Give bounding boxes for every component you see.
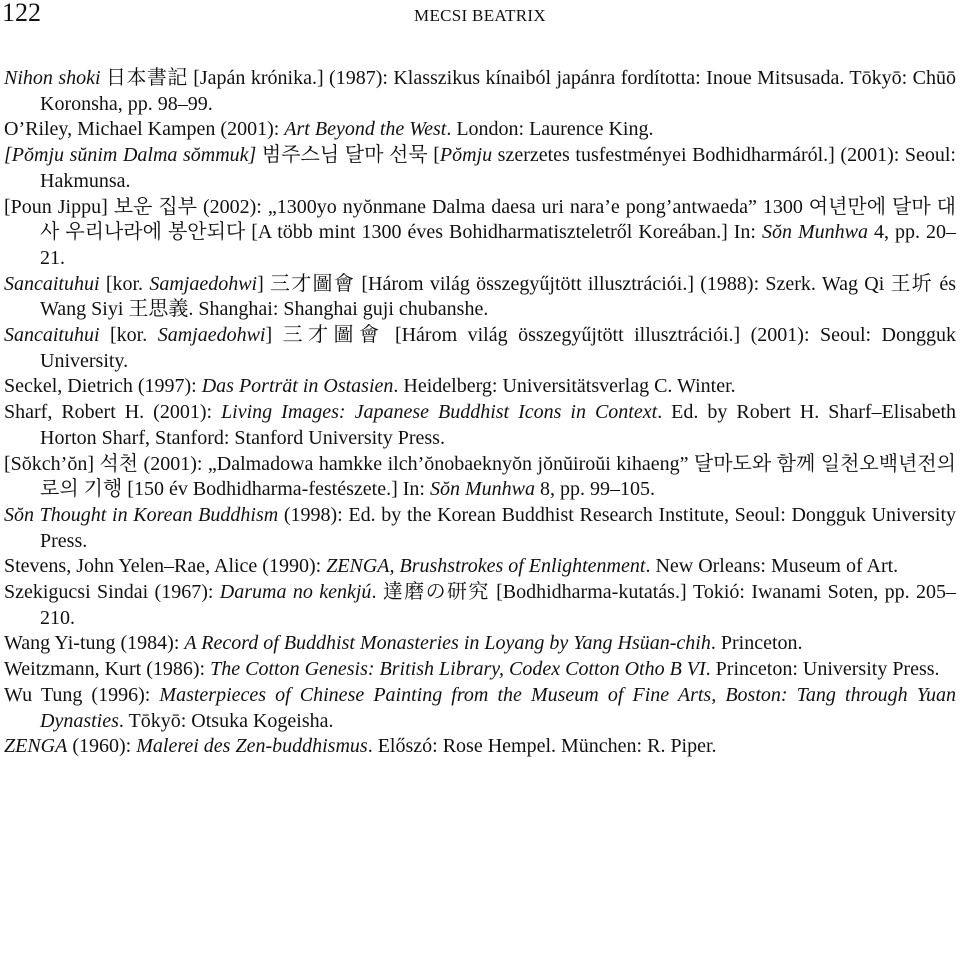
reference-italic-text: ZENGA: [4, 735, 68, 758]
reference-italic-text: Nihon shoki: [4, 67, 101, 89]
reference-italic-text: Sŏn Munhwa: [429, 478, 535, 501]
reference-entry: [4, 683, 956, 734]
reference-entry: [4, 503, 956, 554]
reference-entry: [4, 580, 956, 631]
reference-text: . Előszó: Rose Hempel. München: R. Piper.: [367, 735, 717, 758]
reference-italic-text: Masterpieces of Chinese Painting from the Museum of Fine Arts, Boston: Tang through Yuan Dynasties: [40, 683, 956, 732]
reference-text: 4, pp. 20–21.: [40, 221, 957, 269]
reference-text: O’Riley, Michael Kampen (2001):: [4, 118, 285, 141]
reference-entry: [4, 272, 956, 323]
reference-text: . Tōkyō: Otsuka Kogeisha.: [118, 709, 334, 732]
reference-italic-text: Sancaituhui: [4, 272, 100, 295]
reference-italic-text: Samjaedohwi: [157, 324, 266, 347]
reference-text: 8, pp. 99–105.: [534, 478, 655, 501]
reference-italic-text: Living Images: Japanese Buddhist Icons in Context: [221, 401, 658, 424]
reference-italic-text: Sancaituhui: [4, 324, 100, 347]
reference-text: 日本書記 [Japán krónika.] (1987): Klasszikus kínaiból japánra fordította: Inoue Mitsusada. Tōkyō: Chūō Koronsha, pp. 98–99.: [40, 67, 956, 115]
page-number: 122: [2, 0, 41, 27]
reference-italic-text: A Record of Buddhist Monasteries in Loyang by Yang Hsüan-chih: [184, 632, 711, 655]
bibliography-list: [4, 66, 956, 760]
reference-entry: [4, 657, 956, 683]
reference-italic-text: [Pŏmju sŭnim Dalma sŏmmuk]: [4, 144, 257, 167]
reference-italic-text: Pŏmju: [439, 144, 493, 167]
reference-text: . Heidelberg: Universitätsverlag C. Winter.: [393, 375, 736, 398]
reference-italic-text: Sŏn Munhwa: [761, 221, 868, 244]
reference-text: szerzetes tusfestményei Bodhidharmáról.] (2001): Seoul: Hakmunsa.: [40, 144, 956, 192]
reference-italic-text: Samjaedohwi: [149, 272, 258, 295]
reference-italic-text: Malerei des Zen-buddhismus: [136, 735, 368, 758]
reference-text: (1960):: [67, 735, 137, 758]
reference-text: [Poun Jippu] 보운 집부 (2002): „1300yo nyŏnmane Dalma daesa uri nara’e pong’antwaeda” 1300 여년만에 달마 대사 우리나라에 봉안되다 [A több mint 1300 éves Bohidharmatiszteletről Koreában.] In:: [4, 195, 956, 244]
reference-italic-text: Sŏn Thought in Korean Buddhism: [4, 503, 279, 526]
reference-text: 범주스님 달마 선묵 [: [256, 144, 440, 167]
reference-text: [kor.: [99, 324, 158, 347]
reference-entry: [4, 734, 956, 760]
reference-italic-text: Das Porträt in Ostasien: [201, 375, 394, 398]
reference-text: . Princeton: University Press.: [705, 658, 940, 681]
reference-text: . 達磨の研究 [Bodhidharma-kutatás.] Tokió: Iwanami Soten, pp. 205–210.: [40, 581, 957, 629]
reference-text: . London: Laurence King.: [446, 118, 654, 141]
reference-text: . Ed. by Robert H. Sharf–Elisabeth Horton Sharf, Stanford: Stanford University Press.: [40, 401, 956, 449]
reference-entry: [4, 195, 956, 272]
reference-text: Wang Yi-tung (1984):: [4, 632, 185, 655]
running-head: MECSI BEATRIX: [414, 6, 546, 25]
reference-entry: [4, 374, 956, 400]
reference-italic-text: Art Beyond the West: [284, 118, 447, 141]
reference-text: ] 三才圖會 [Három világ összegyűjtött illusztrációi.] (1988): Szerk. Wag Qi 王圻 és Wang Siyi 王思義. Shanghai: Shanghai guji chubanshe.: [40, 272, 956, 321]
reference-entry: [4, 117, 956, 143]
reference-text: Stevens, John Yelen–Rae, Alice (1990):: [4, 555, 327, 578]
reference-text: Wu Tung (1996):: [4, 683, 160, 706]
reference-italic-text: Daruma no kenkjú: [219, 581, 372, 604]
reference-entry: [4, 323, 956, 374]
reference-text: Seckel, Dietrich (1997):: [4, 375, 202, 398]
reference-text: . New Orleans: Museum of Art.: [645, 555, 899, 578]
reference-entry: [4, 400, 956, 451]
reference-entry: [4, 452, 956, 503]
reference-text: Weitzmann, Kurt (1986):: [4, 658, 211, 681]
reference-text: ] 三才圖會 [Három világ összegyűjtött illusztrációi.] (2001): Seoul: Dongguk University.: [40, 324, 956, 372]
reference-entry: [4, 66, 956, 117]
reference-entry: [4, 554, 956, 580]
reference-italic-text: ZENGA, Brushstrokes of Enlightenment: [326, 555, 646, 578]
reference-text: (1998): Ed. by the Korean Buddhist Research Institute, Seoul: Dongguk University Press.: [40, 503, 957, 552]
page-header: [0, 0, 960, 36]
reference-text: . Princeton.: [710, 632, 803, 655]
reference-text: Szekigucsi Sindai (1967):: [4, 581, 220, 604]
reference-text: [kor.: [99, 272, 150, 295]
reference-text: Sharf, Robert H. (2001):: [4, 401, 222, 424]
reference-entry: [4, 143, 956, 194]
reference-text: [Sŏkch’ŏn] 석천 (2001): „Dalmadowa hamkke ilch’ŏnobaeknyŏn jŏnŭiroŭi kihaeng” 달마도와 함께 일천오백년전의로의 기행 [150 év Bodhidharma-festészete.] In:: [4, 452, 956, 501]
reference-entry: [4, 631, 956, 657]
reference-italic-text: The Cotton Genesis: British Library, Codex Cotton Otho B VI: [210, 658, 706, 681]
